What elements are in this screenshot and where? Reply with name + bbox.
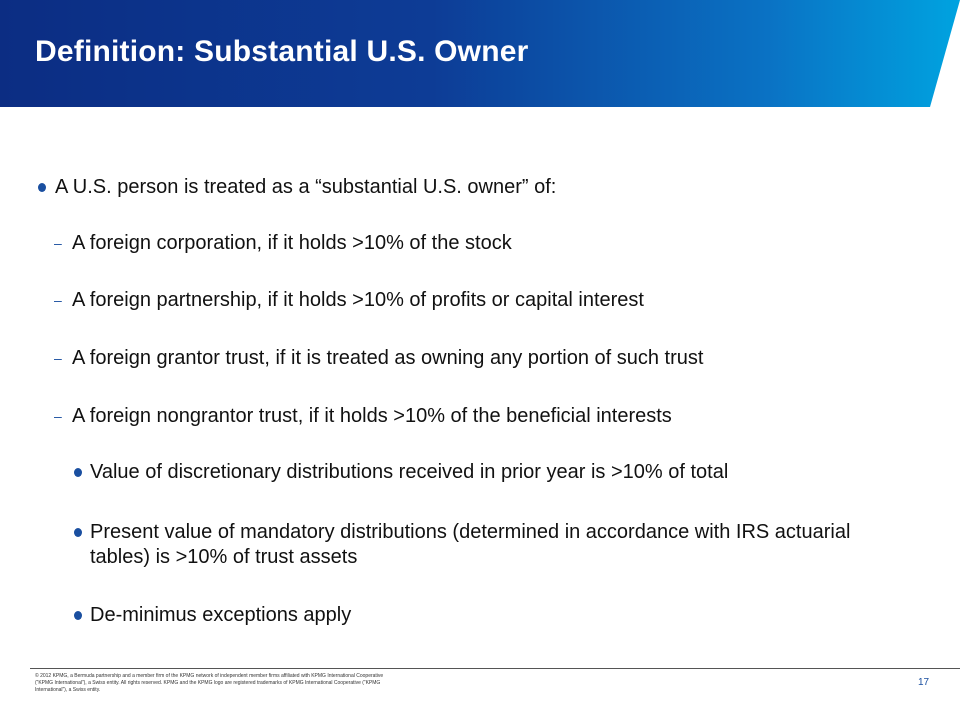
page-title: Definition: Substantial U.S. Owner xyxy=(35,35,529,68)
list-item-text: A foreign corporation, if it holds >10% of the stock xyxy=(72,232,512,254)
bullet-icon xyxy=(38,183,46,192)
list-item-text: A foreign nongrantor trust, if it holds >10% of the beneficial interests xyxy=(72,405,672,427)
title-banner xyxy=(0,0,960,107)
bullet-icon xyxy=(74,468,82,477)
bullet-icon xyxy=(74,611,82,620)
dash-icon: – xyxy=(54,408,62,424)
sub-list-item xyxy=(90,603,870,628)
dash-icon: – xyxy=(54,350,62,366)
dash-icon: – xyxy=(54,235,62,251)
sub-list-item-text: De-minimus exceptions apply xyxy=(90,604,352,626)
sub-list-item xyxy=(90,520,860,570)
intro-text: A U.S. person is treated as a “substantial U.S. owner” of: xyxy=(55,176,557,198)
sub-list-item xyxy=(90,460,870,485)
list-item xyxy=(54,404,672,428)
footer-divider xyxy=(30,668,960,669)
sub-list-item-text: Present value of mandatory distributions (determined in accordance with IRS actuarial tables) is >10% of trust assets xyxy=(90,521,851,568)
bullet-icon xyxy=(74,528,82,537)
list-item xyxy=(54,346,704,370)
list-item xyxy=(54,231,512,255)
list-item-text: A foreign grantor trust, if it is treated as owning any portion of such trust xyxy=(72,347,704,369)
dash-icon: – xyxy=(54,292,62,308)
footer-legal-text: © 2012 KPMG, a Bermuda partnership and a member firm of the KPMG network of independent member firms affiliated with KPMG International Cooperative (“KPMG International”), a Swiss entity. All rights reserved. KPMG and the KPMG logo are registered trademarks of KPMG International Cooperative (“KPMG International”), a Swiss entity. xyxy=(35,673,384,693)
list-item xyxy=(54,288,644,312)
page-number: 17 xyxy=(918,677,930,688)
sub-list-item-text: Value of discretionary distributions received in prior year is >10% of total xyxy=(90,461,729,483)
list-item-text: A foreign partnership, if it holds >10% of profits or capital interest xyxy=(72,289,644,311)
intro-bullet xyxy=(55,175,556,199)
